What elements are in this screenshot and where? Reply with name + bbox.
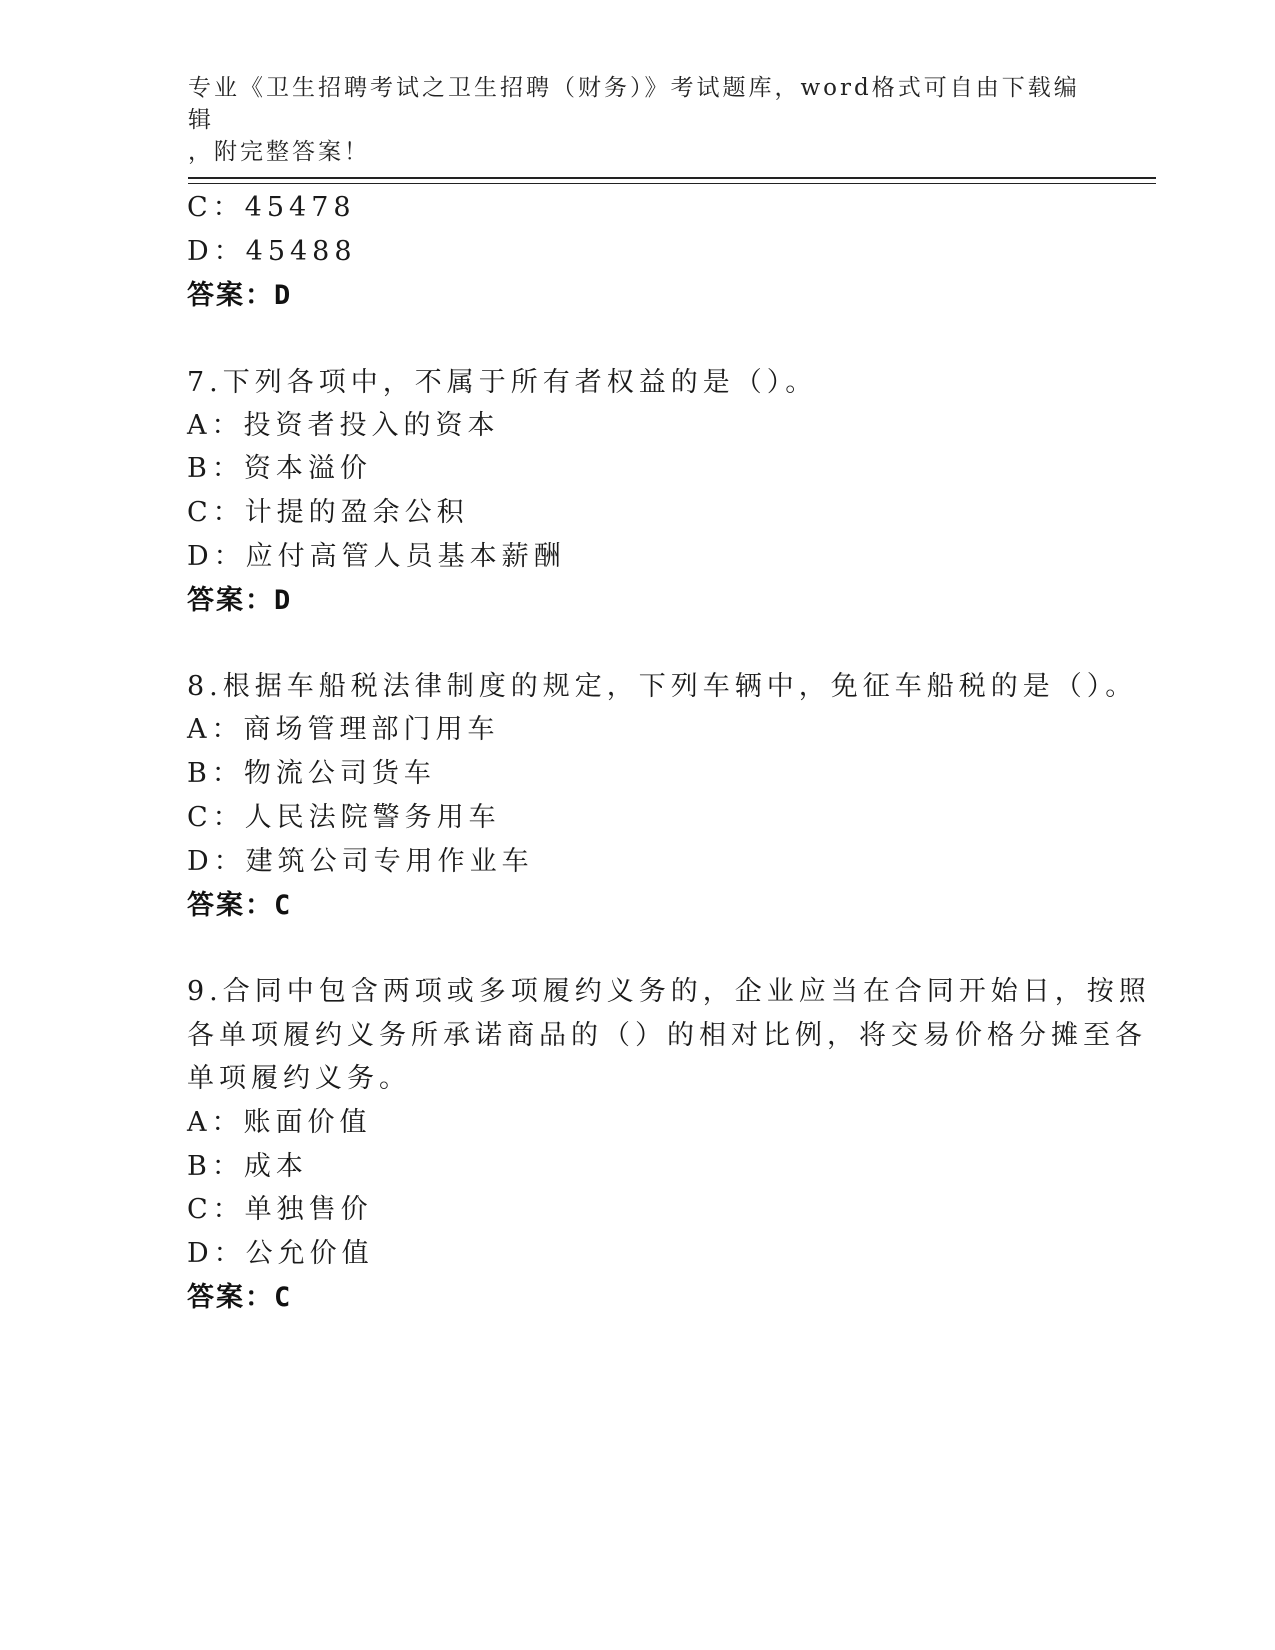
option-a: A：投资者投入的资本	[187, 410, 500, 441]
header-line-2: ，附完整答案！	[188, 139, 370, 165]
option-c: C：45478	[187, 192, 356, 223]
answer-line	[187, 584, 290, 618]
option-c: C：单独售价	[187, 1194, 373, 1225]
answer-value: C	[274, 890, 291, 921]
question-stem: 7.下列各项中，不属于所有者权益的是（）。	[187, 367, 818, 398]
option-a: A：商场管理部门用车	[187, 714, 500, 745]
header-divider-thin	[188, 183, 1156, 184]
option-a: A：账面价值	[187, 1107, 372, 1138]
document-header	[188, 72, 1088, 168]
answer-line	[187, 279, 290, 313]
option-d: D：公允价值	[187, 1238, 374, 1269]
option-b: B：成本	[187, 1151, 308, 1182]
question-stem: 8.根据车船税法律制度的规定，下列车辆中，免征车船税的是（）。	[187, 671, 1138, 702]
answer-value: D	[274, 280, 291, 311]
answer-value: D	[274, 585, 291, 616]
option-c: C：计提的盈余公积	[187, 497, 469, 528]
option-b: B：物流公司货车	[187, 758, 436, 789]
option-d: D：建筑公司专用作业车	[187, 846, 534, 877]
answer-label: 答案：	[187, 890, 274, 921]
header-line-1: 专业《卫生招聘考试之卫生招聘（财务）》考试题库，word格式可自由下载编辑	[188, 75, 1080, 133]
header-divider-thick	[188, 177, 1156, 179]
option-b: B：资本溢价	[187, 453, 372, 484]
question-stem-line-1: 9.合同中包含两项或多项履约义务的，企业应当在合同开始日，按照	[187, 976, 1151, 1007]
answer-label: 答案：	[187, 585, 274, 616]
question-stem-line-2: 各单项履约义务所承诺商品的（）的相对比例，将交易价格分摊至各	[187, 1020, 1147, 1051]
answer-line	[187, 1281, 290, 1315]
answer-value: C	[274, 1282, 291, 1313]
option-d: D：应付高管人员基本薪酬	[187, 541, 566, 572]
option-c: C：人民法院警务用车	[187, 802, 501, 833]
option-d: D：45488	[187, 236, 357, 267]
question-stem-line-3: 单项履约义务。	[187, 1063, 411, 1094]
answer-label: 答案：	[187, 280, 274, 311]
answer-line	[187, 889, 290, 923]
answer-label: 答案：	[187, 1282, 274, 1313]
